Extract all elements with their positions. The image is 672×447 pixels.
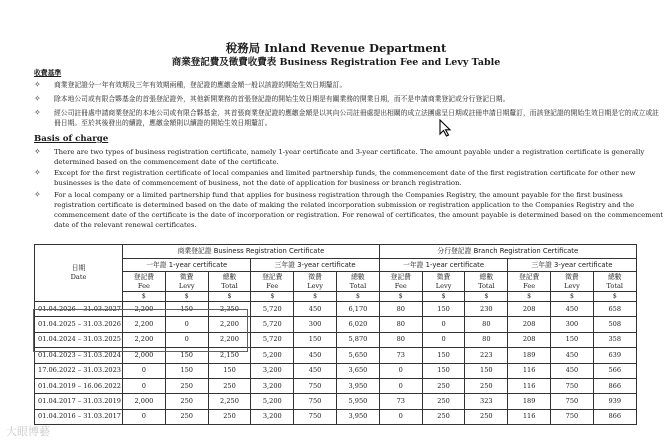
row-date: 01.04.2016 – 31.03.2017 xyxy=(35,409,123,424)
currency-cell: $ xyxy=(336,292,379,302)
bullet-icon: ✧ xyxy=(34,108,41,117)
basis-item-en-2: ✧ Except for the first registration certificate of local companies and limited partnership funds, the commencement date of the first registration certificate for other new businesses is the date of commencement of business, not the date of application for business or branch registration. xyxy=(34,168,636,187)
currency-cell: $ xyxy=(593,292,636,302)
basis-item-en-3: ✧ For a local company or a limited partnership fund that applies for business registration through the Companies Registry, the amount payable for the first business registration certificate is determined based on the date of making the related incorporation submission or registration application to the Companies Registry and the commencement date of the certificate is the date of incorporation or registration. For renewal of certificates, the amount payable is determined based on the commencement date of the relevant renewal certificates. xyxy=(34,190,664,229)
bullet-icon: ✧ xyxy=(34,190,41,199)
amount-cell: 208 xyxy=(508,332,551,347)
page-subtitle: 商業登記費及徵費收費表 Business Registration Fee and Levy Table xyxy=(171,57,501,68)
col-header-fee: 登記費 Fee xyxy=(379,272,422,292)
amount-cell: 6,020 xyxy=(336,317,379,332)
currency-cell: $ xyxy=(294,292,337,302)
amount-cell: 80 xyxy=(465,332,508,347)
amount-cell: 0 xyxy=(165,332,208,347)
amount-cell: 3,200 xyxy=(251,409,294,424)
amount-cell: 230 xyxy=(465,302,508,317)
group-brc: 商業登記證 Business Registration Certificate xyxy=(123,245,380,259)
col-header-fee: 登記費 Fee xyxy=(508,272,551,292)
amount-cell: 150 xyxy=(208,363,251,378)
currency-cell: $ xyxy=(165,292,208,302)
amount-cell: 5,870 xyxy=(336,332,379,347)
amount-cell: 189 xyxy=(508,394,551,409)
row-date: 01.04.2026 – 31.03.2027 xyxy=(35,302,123,317)
amount-cell: 450 xyxy=(551,302,594,317)
amount-cell: 3,200 xyxy=(251,363,294,378)
amount-cell: 150 xyxy=(551,332,594,347)
amount-cell: 189 xyxy=(508,348,551,363)
amount-cell: 208 xyxy=(508,302,551,317)
amount-cell: 2,200 xyxy=(123,332,166,347)
amount-cell: 5,200 xyxy=(251,394,294,409)
table-row xyxy=(35,394,637,409)
amount-cell: 450 xyxy=(551,348,594,363)
currency-cell: $ xyxy=(422,292,465,302)
amount-cell: 2,350 xyxy=(208,302,251,317)
amount-cell: 2,200 xyxy=(123,302,166,317)
amount-cell: 5,650 xyxy=(336,348,379,363)
amount-cell: 5,950 xyxy=(336,394,379,409)
basis-item-zh-1: ✧ 商業登記證分一年有效期及三年有效期兩種，登記證的應繳金額一般以該證的開始生效日期釐訂。 xyxy=(34,80,347,89)
amount-cell: 250 xyxy=(422,409,465,424)
amount-cell: 450 xyxy=(294,302,337,317)
amount-cell: 5,720 xyxy=(251,332,294,347)
amount-cell: 250 xyxy=(165,378,208,393)
amount-cell: 0 xyxy=(379,409,422,424)
amount-cell: 150 xyxy=(294,332,337,347)
amount-cell: 250 xyxy=(422,378,465,393)
col-header-levy: 徵費 Levy xyxy=(551,272,594,292)
currency-cell: $ xyxy=(551,292,594,302)
amount-cell: 80 xyxy=(379,332,422,347)
currency-cell: $ xyxy=(123,292,166,302)
amount-cell: 300 xyxy=(551,317,594,332)
amount-cell: 250 xyxy=(208,409,251,424)
amount-cell: 566 xyxy=(593,363,636,378)
amount-cell: 116 xyxy=(508,378,551,393)
amount-cell: 0 xyxy=(379,363,422,378)
amount-cell: 150 xyxy=(422,348,465,363)
basis-heading-zh: 收費基準 xyxy=(34,69,62,77)
amount-cell: 450 xyxy=(551,363,594,378)
amount-cell: 866 xyxy=(593,409,636,424)
amount-cell: 0 xyxy=(379,378,422,393)
bullet-icon: ✧ xyxy=(34,168,41,177)
amount-cell: 3,650 xyxy=(336,363,379,378)
branch-three-year: 三年證 3-year certificate xyxy=(508,259,636,272)
amount-cell: 116 xyxy=(508,409,551,424)
amount-cell: 150 xyxy=(165,363,208,378)
col-header-total: 總數 Total xyxy=(593,272,636,292)
col-header-levy: 徵費 Levy xyxy=(165,272,208,292)
basis-item-zh-2: ✧ 除本地公司或有限合夥基金的首張登記證外，其他新開業務的首張登記證的開始生效日期是有關業務的開業日期，而不是申請商業登記或分行登記日期。 xyxy=(34,94,510,103)
amount-cell: 2,250 xyxy=(208,394,251,409)
col-header-total: 總數 Total xyxy=(208,272,251,292)
date-header: 日期 Date xyxy=(35,245,123,302)
bullet-icon: ✧ xyxy=(34,80,41,89)
amount-cell: 0 xyxy=(123,363,166,378)
currency-cell: $ xyxy=(508,292,551,302)
currency-cell: $ xyxy=(379,292,422,302)
amount-cell: 208 xyxy=(508,317,551,332)
highlight-box xyxy=(33,309,248,352)
amount-cell: 150 xyxy=(422,363,465,378)
amount-cell: 0 xyxy=(422,317,465,332)
amount-cell: 73 xyxy=(379,394,422,409)
amount-cell: 750 xyxy=(294,394,337,409)
row-date: 01.04.2024 – 31.03.2025 xyxy=(35,332,123,347)
col-header-fee: 登記費 Fee xyxy=(123,272,166,292)
amount-cell: 750 xyxy=(294,409,337,424)
amount-cell: 3,200 xyxy=(251,378,294,393)
row-date: 01.04.2017 – 31.03.2019 xyxy=(35,394,123,409)
currency-cell: $ xyxy=(465,292,508,302)
amount-cell: 2,000 xyxy=(123,348,166,363)
table-row xyxy=(35,409,637,424)
currency-cell: $ xyxy=(251,292,294,302)
row-date: 01.04.2023 – 31.03.2024 xyxy=(35,348,123,363)
amount-cell: 866 xyxy=(593,378,636,393)
currency-cell: $ xyxy=(208,292,251,302)
amount-cell: 6,170 xyxy=(336,302,379,317)
amount-cell: 450 xyxy=(294,348,337,363)
bullet-icon: ✧ xyxy=(34,94,41,103)
amount-cell: 2,150 xyxy=(208,348,251,363)
row-date: 01.04.2019 – 16.06.2022 xyxy=(35,378,123,393)
amount-cell: 2,200 xyxy=(208,317,251,332)
amount-cell: 250 xyxy=(208,378,251,393)
basis-heading-en: Basis of charge xyxy=(34,134,109,144)
amount-cell: 3,950 xyxy=(336,378,379,393)
amount-cell: 0 xyxy=(123,378,166,393)
amount-cell: 250 xyxy=(165,409,208,424)
amount-cell: 2,000 xyxy=(123,394,166,409)
amount-cell: 73 xyxy=(379,348,422,363)
amount-cell: 223 xyxy=(465,348,508,363)
amount-cell: 0 xyxy=(123,409,166,424)
amount-cell: 250 xyxy=(165,394,208,409)
amount-cell: 5,720 xyxy=(251,302,294,317)
page-title: 稅務局 Inland Revenue Department xyxy=(225,41,447,55)
group-branch: 分行登記證 Branch Registration Certificate xyxy=(379,245,636,259)
amount-cell: 939 xyxy=(593,394,636,409)
amount-cell: 150 xyxy=(165,348,208,363)
amount-cell: 150 xyxy=(465,363,508,378)
amount-cell: 750 xyxy=(551,409,594,424)
amount-cell: 0 xyxy=(165,317,208,332)
amount-cell: 150 xyxy=(165,302,208,317)
amount-cell: 2,200 xyxy=(123,317,166,332)
col-header-levy: 徵費 Levy xyxy=(294,272,337,292)
basis-item-zh-3: ✧ 經公司註冊處申請商業登記的本地公司或有限合夥基金，其首張商業登記證的應繳金額是以其向公司註冊處提出相關的成立法團處呈日期或註冊申請日期釐訂，而該登記證的開始生效日期是它的成立或註冊日期。至於其後發出的續證，應繳金額則以續證的開始生效日期釐訂。 xyxy=(34,108,659,127)
amount-cell: 358 xyxy=(593,332,636,347)
amount-cell: 658 xyxy=(593,302,636,317)
amount-cell: 750 xyxy=(294,378,337,393)
amount-cell: 639 xyxy=(593,348,636,363)
row-date: 01.04.2025 – 31.03.2026 xyxy=(35,317,123,332)
amount-cell: 250 xyxy=(465,409,508,424)
amount-cell: 2,200 xyxy=(208,332,251,347)
bullet-icon: ✧ xyxy=(34,147,41,156)
amount-cell: 750 xyxy=(551,378,594,393)
table-row xyxy=(35,363,637,378)
table-row xyxy=(35,378,637,393)
branch-one-year: 一年證 1-year certificate xyxy=(379,259,507,272)
amount-cell: 5,720 xyxy=(251,317,294,332)
amount-cell: 450 xyxy=(294,363,337,378)
amount-cell: 750 xyxy=(551,394,594,409)
col-header-levy: 徵費 Levy xyxy=(422,272,465,292)
amount-cell: 250 xyxy=(465,378,508,393)
col-header-fee: 登記費 Fee xyxy=(251,272,294,292)
amount-cell: 3,950 xyxy=(336,409,379,424)
amount-cell: 250 xyxy=(422,394,465,409)
amount-cell: 80 xyxy=(379,302,422,317)
mouse-cursor-icon xyxy=(439,119,453,137)
col-header-total: 總數 Total xyxy=(465,272,508,292)
brc-one-year: 一年證 1-year certificate xyxy=(123,259,251,272)
amount-cell: 150 xyxy=(422,302,465,317)
col-header-total: 總數 Total xyxy=(336,272,379,292)
amount-cell: 80 xyxy=(465,317,508,332)
amount-cell: 116 xyxy=(508,363,551,378)
amount-cell: 5,200 xyxy=(251,348,294,363)
amount-cell: 323 xyxy=(465,394,508,409)
amount-cell: 300 xyxy=(294,317,337,332)
row-date: 17.06.2022 – 31.03.2023 xyxy=(35,363,123,378)
watermark: 大眼博藝 xyxy=(6,425,50,438)
brc-three-year: 三年證 3-year certificate xyxy=(251,259,379,272)
basis-item-en-1: ✧ There are two types of business registration certificate, namely 1-year certificate and 3-year certificate. The amount payable under a registration certificate is generally determined based on the commencement date of the certificate. xyxy=(34,147,645,166)
amount-cell: 508 xyxy=(593,317,636,332)
amount-cell: 80 xyxy=(379,317,422,332)
amount-cell: 0 xyxy=(422,332,465,347)
